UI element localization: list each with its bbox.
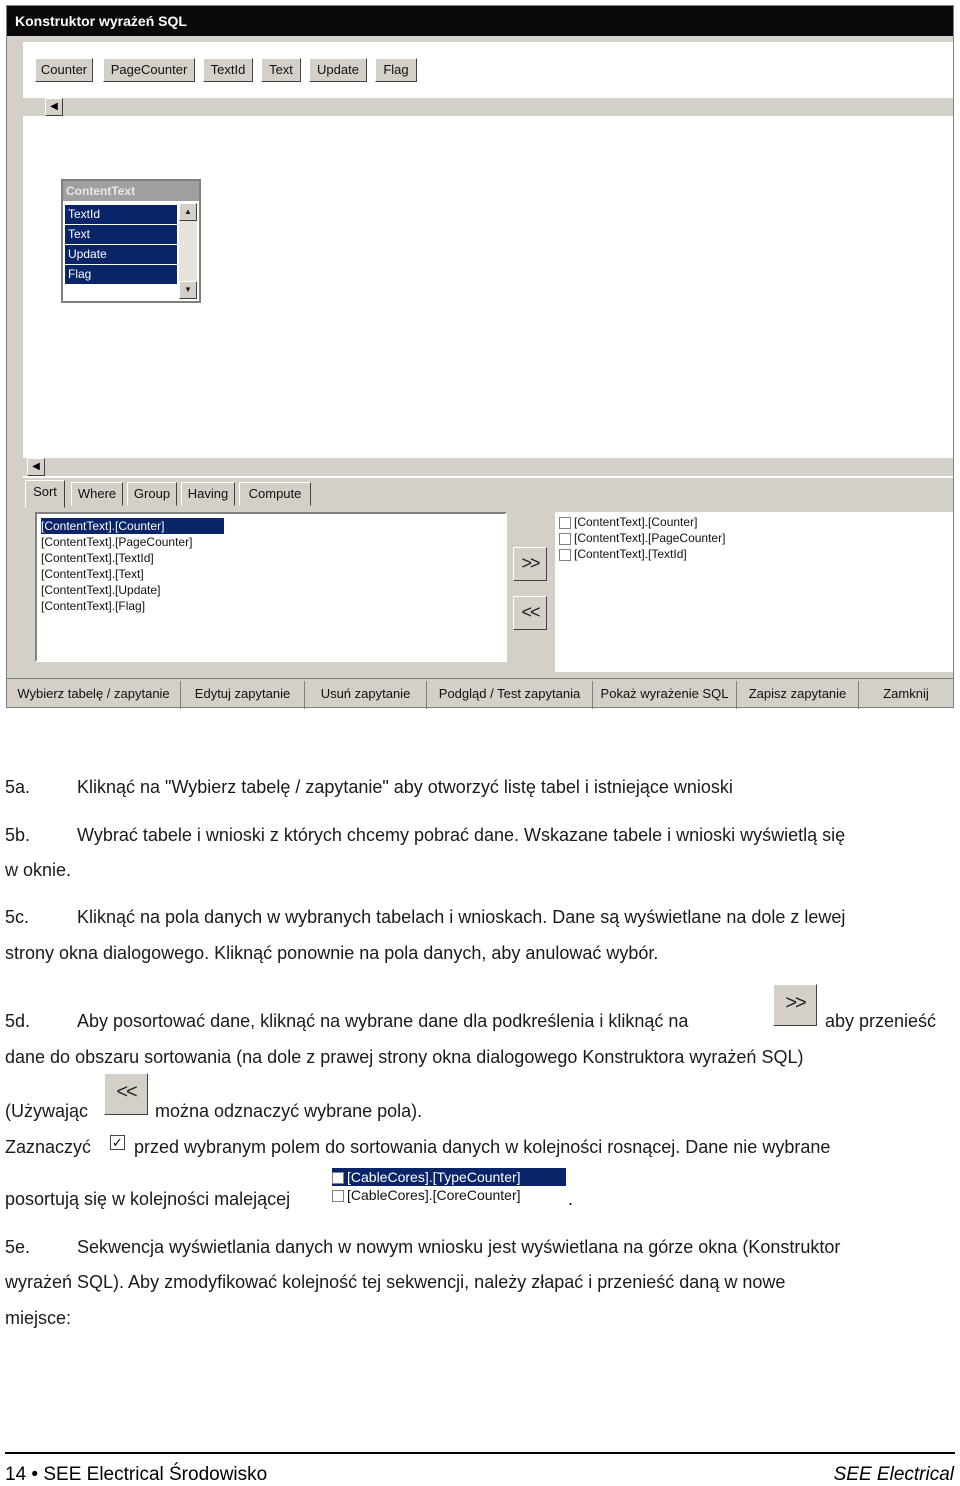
step-5c-continuation: strony okna dialogowego. Kliknąć ponownie na pola danych, aby anulować wybór. bbox=[5, 943, 659, 963]
step-5a bbox=[5, 777, 950, 797]
checkbox-checked-icon bbox=[332, 1172, 344, 1184]
show-sql-button[interactable]: Pokaż wyrażenie SQL bbox=[593, 681, 737, 709]
sample-row: [CableCores].[TypeCounter] bbox=[332, 1168, 566, 1186]
step-text: Kliknąć na "Wybierz tabelę / zapytanie" aby otworzyć listę tabel i istniejące wnioski bbox=[77, 777, 733, 797]
list-item[interactable]: [ContentText].[TextId] bbox=[41, 551, 154, 565]
column-button-update[interactable]: Update bbox=[309, 58, 367, 82]
step-5d-after-button: aby przenieść bbox=[825, 1011, 937, 1031]
query-canvas bbox=[23, 42, 953, 478]
step-5d-line2: dane do obszaru sortowania (na dole z prawej strony okna dialogowego Konstruktora wyrażeń SQL) bbox=[5, 1047, 804, 1067]
step-5e-line2: wyrażeń SQL). Aby zmodyfikować kolejność tej sekwencji, należy złapać i przenieść daną w nowe bbox=[5, 1272, 786, 1292]
sort-fields-list[interactable] bbox=[555, 512, 953, 672]
step-5c bbox=[5, 907, 950, 927]
column-button-pagecounter[interactable]: PageCounter bbox=[103, 58, 195, 82]
column-button-text[interactable]: Text bbox=[261, 58, 301, 82]
tab-where[interactable]: Where bbox=[71, 482, 123, 506]
checkbox-icon[interactable] bbox=[559, 533, 571, 545]
step-text: Sekwencja wyświetlania danych w nowym wniosku jest wyświetlana na górze okna (Konstruktor bbox=[77, 1237, 841, 1257]
list-item[interactable]: [ContentText].[Counter] bbox=[41, 518, 224, 534]
checkbox-icon bbox=[332, 1190, 344, 1202]
close-button[interactable]: Zamknij bbox=[883, 686, 929, 701]
list-item[interactable]: [ContentText].[Update] bbox=[41, 583, 161, 597]
list-item[interactable]: [ContentText].[PageCounter] bbox=[559, 530, 725, 546]
table-field-update[interactable]: Update bbox=[65, 245, 177, 264]
list-item[interactable]: [ContentText].[PageCounter] bbox=[41, 535, 193, 549]
move-right-button-illustration: >> bbox=[773, 984, 817, 1026]
move-left-button-illustration: << bbox=[104, 1073, 148, 1115]
scroll-left-icon[interactable]: ◀ bbox=[45, 98, 63, 116]
available-fields-list[interactable] bbox=[35, 512, 507, 662]
list-item[interactable]: [ContentText].[TextId] bbox=[559, 546, 687, 562]
edit-query-button[interactable]: Edytuj zapytanie bbox=[181, 681, 305, 709]
step-5d-line4-end: przed wybranym polem do sortowania danych w kolejności rosnącej. Dane nie wybrane bbox=[134, 1137, 831, 1157]
bottom-horizontal-scrollbar[interactable] bbox=[23, 458, 953, 476]
table-box-title: ContentText bbox=[63, 181, 199, 201]
sort-order-sample bbox=[332, 1166, 566, 1206]
column-button-flag[interactable]: Flag bbox=[375, 58, 417, 82]
table-box-contenttext[interactable] bbox=[61, 179, 201, 303]
step-5d-line3-end: można odznaczyć wybrane pola). bbox=[155, 1101, 423, 1121]
table-box-scrollbar[interactable] bbox=[179, 203, 197, 299]
step-5d-line5-end: . bbox=[568, 1189, 574, 1209]
table-field-textid[interactable]: TextId bbox=[65, 205, 177, 224]
footer-section: SEE Electrical Środowisko bbox=[43, 1464, 268, 1485]
column-button-textid[interactable]: TextId bbox=[203, 58, 253, 82]
move-right-button[interactable]: >> bbox=[513, 547, 547, 581]
footer-left bbox=[5, 1464, 267, 1486]
scroll-down-icon[interactable]: ▼ bbox=[179, 281, 197, 299]
step-5b-continuation: w oknie. bbox=[5, 860, 72, 880]
tab-group[interactable]: Group bbox=[127, 482, 177, 506]
move-left-button[interactable]: << bbox=[513, 596, 547, 630]
sample-row: [CableCores].[CoreCounter] bbox=[332, 1186, 566, 1204]
step-5d-line4-start: Zaznaczyć bbox=[5, 1137, 92, 1157]
save-query-button[interactable]: Zapisz zapytanie bbox=[737, 681, 859, 709]
step-number: 5a. bbox=[5, 777, 31, 797]
step-number: 5e. bbox=[5, 1237, 31, 1257]
step-text: Kliknąć na pola danych w wybranych tabelach i wnioskach. Dane są wyświetlane na dole z lewej bbox=[77, 907, 846, 927]
footer-rule bbox=[5, 1452, 955, 1454]
scroll-left-icon[interactable]: ◀ bbox=[27, 458, 45, 476]
footer-brand: SEE Electrical bbox=[833, 1464, 954, 1485]
checkbox-icon[interactable] bbox=[559, 549, 571, 561]
list-item[interactable]: [ContentText].[Text] bbox=[41, 567, 144, 581]
list-item[interactable]: [ContentText].[Counter] bbox=[559, 514, 697, 530]
step-5d-line3-start: (Używając bbox=[5, 1101, 89, 1121]
delete-query-button[interactable]: Usuń zapytanie bbox=[305, 681, 427, 709]
step-5e bbox=[5, 1237, 950, 1257]
step-text: Aby posortować dane, kliknąć na wybrane dane dla podkreślenia i kliknąć na bbox=[77, 1011, 689, 1031]
step-number: 5c. bbox=[5, 907, 30, 927]
sql-builder-window bbox=[6, 5, 954, 708]
list-item[interactable]: [ContentText].[Flag] bbox=[41, 599, 146, 613]
select-table-query-button[interactable]: Wybierz tabelę / zapytanie bbox=[7, 681, 181, 709]
bullet-icon: • bbox=[31, 1464, 39, 1485]
tab-having[interactable]: Having bbox=[181, 482, 235, 506]
tab-sort[interactable]: Sort bbox=[25, 480, 65, 508]
table-field-flag[interactable]: Flag bbox=[65, 265, 177, 284]
page-number: 14 bbox=[5, 1464, 27, 1485]
tab-compute[interactable]: Compute bbox=[239, 482, 311, 506]
step-5d-line5: posortują się w kolejności malejącej bbox=[5, 1189, 291, 1209]
step-number: 5d. bbox=[5, 1011, 31, 1031]
step-5b bbox=[5, 825, 950, 845]
step-5d bbox=[5, 1011, 775, 1031]
preview-query-button[interactable]: Podgląd / Test zapytania bbox=[427, 681, 593, 709]
window-title: Konstruktor wyrażeń SQL bbox=[7, 6, 953, 36]
scroll-up-icon[interactable]: ▲ bbox=[179, 203, 197, 221]
step-text: Wybrać tabele i wnioski z których chcemy pobrać dane. Wskazane tabele i wnioski wyświetlą się bbox=[77, 825, 846, 845]
top-horizontal-scrollbar[interactable] bbox=[23, 98, 953, 116]
column-button-counter[interactable]: Counter bbox=[35, 58, 93, 82]
table-field-text[interactable]: Text bbox=[65, 225, 177, 244]
step-number: 5b. bbox=[5, 825, 31, 845]
bottom-button-bar bbox=[7, 678, 953, 709]
checkbox-icon[interactable] bbox=[559, 517, 571, 529]
checkmark-icon: ✓ bbox=[110, 1135, 125, 1150]
step-5e-line3: miejsce: bbox=[5, 1308, 72, 1328]
